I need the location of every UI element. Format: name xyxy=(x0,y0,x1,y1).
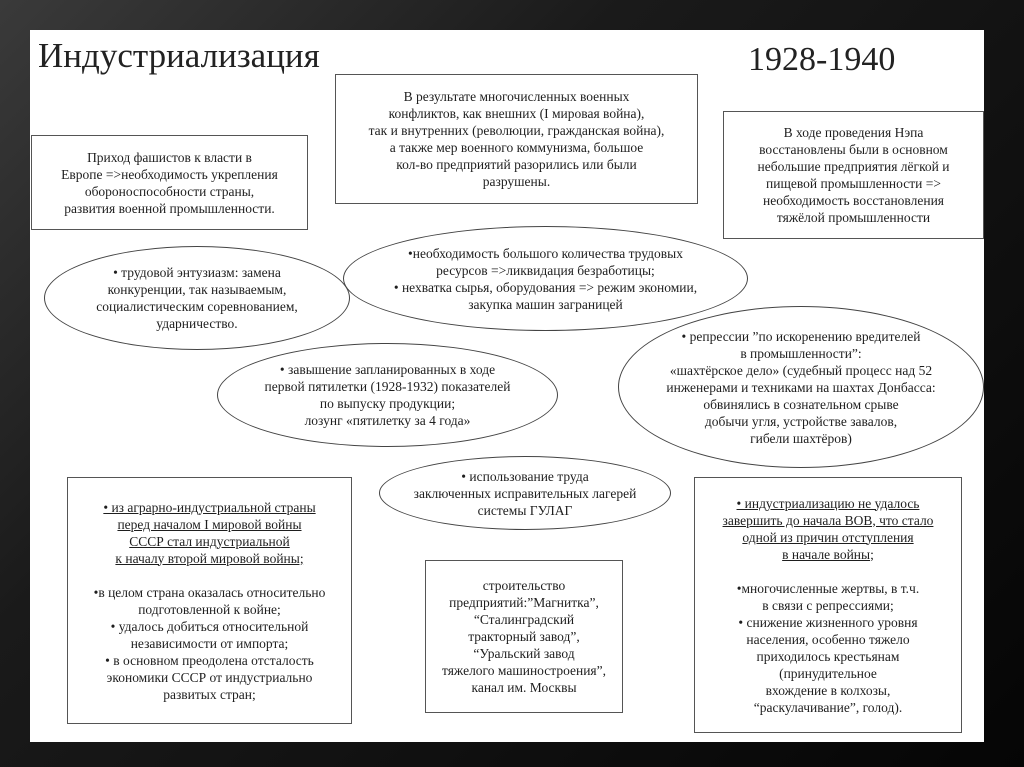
ellipse-line: инженерами и техниками на шахтах Донбасса: xyxy=(666,379,936,395)
box-line-underlined: перед началом I мировой войны xyxy=(117,516,302,532)
ellipse-line: в промышленности”: xyxy=(740,345,862,361)
box-line: экономики СССР от индустриально xyxy=(106,669,313,685)
box-line: обороноспособности страны, xyxy=(84,183,255,199)
box-results-negative xyxy=(694,477,962,733)
ellipse-line: по выпуску продукции; xyxy=(319,396,456,411)
ellipse-line: ударничество. xyxy=(156,316,238,331)
box-line: вхождение в колхозы, xyxy=(765,682,891,698)
ellipse-line: закупка машин заграницей xyxy=(468,296,623,312)
box-line: конфликтов, как внешних (I мировая война), xyxy=(388,106,645,121)
ellipse-line: обвинялись в сознательном срыве xyxy=(703,396,899,412)
ellipse-line: • нехватка сырья, оборудования => режим экономии, xyxy=(393,279,698,295)
ellipse-line: заключенных исправительных лагерей xyxy=(413,485,637,501)
box-line: разрушены. xyxy=(482,174,551,189)
box-line: • снижение жизненного уровня xyxy=(738,614,918,630)
box-line: развития военной промышленности. xyxy=(64,200,275,216)
box-line: строительство xyxy=(482,578,566,593)
ellipse-five-year-plan xyxy=(217,343,558,447)
box-line: “раскулачивание”, голод). xyxy=(753,699,903,715)
box-line-underlined: СССР стал индустриальной xyxy=(129,533,290,549)
slide-years: 1928-1940 xyxy=(748,41,896,78)
ellipse-resources xyxy=(343,226,748,331)
ellipse-line: системы ГУЛАГ xyxy=(477,502,573,518)
box-line: в связи с репрессиями; xyxy=(762,597,894,613)
ellipse-line: • репрессии ”по искоренению вредителей xyxy=(681,328,921,344)
ellipse-line: гибели шахтёров) xyxy=(750,430,852,446)
box-line-underlined: • из аграрно-индустриальной страны xyxy=(103,499,316,515)
box-line: • удалось добиться относительной xyxy=(110,618,309,634)
ellipse-gulag xyxy=(379,456,671,530)
box-line: необходимость восстановления xyxy=(762,193,945,208)
box-line: восстановлены были в основном xyxy=(759,142,948,157)
box-line-underlined: • индустриализацию не удалось xyxy=(736,495,920,511)
ellipse-line: первой пятилетки (1928-1932) показателей xyxy=(264,379,511,394)
box-line: •многочисленные жертвы, в т.ч. xyxy=(736,580,920,596)
ellipse-line: ресурсов =>ликвидация безработицы; xyxy=(436,262,655,278)
box-conflicts xyxy=(335,74,698,204)
box-line: приходилось крестьянам xyxy=(756,648,900,664)
box-line: Приход фашистов к власти в xyxy=(87,149,252,165)
ellipse-line: •необходимость большого количества трудовых xyxy=(408,245,683,261)
ellipse-repressions xyxy=(618,306,984,468)
box-line: предприятий:”Магнитка”, xyxy=(449,595,599,610)
box-line-underlined: завершить до начала ВОВ, что стало xyxy=(722,512,934,528)
box-construction xyxy=(425,560,623,713)
box-line-underlined: к началу второй мировой войны; xyxy=(115,550,304,566)
box-line-underlined: одной из причин отступления xyxy=(742,529,914,545)
ellipse-line: «шахтёрское дело» (судебный процесс над 52 xyxy=(669,362,933,378)
box-line: так и внутренних (революции, гражданская война), xyxy=(368,123,665,138)
box-line-underlined: в начале войны; xyxy=(782,546,874,562)
box-fascists xyxy=(31,135,308,230)
ellipse-line: • использование труда xyxy=(461,468,589,484)
ellipse-line: лозунг «пятилетку за 4 года» xyxy=(304,413,471,428)
box-line: развитых стран; xyxy=(163,686,256,702)
box-line: а также мер военного коммунизма, большое xyxy=(389,140,644,155)
box-results-positive xyxy=(67,477,352,724)
box-line: В ходе проведения Нэпа xyxy=(783,125,924,140)
box-line: населения, особенно тяжело xyxy=(746,631,910,647)
box-line: кол-во предприятий разорились или были xyxy=(396,157,637,172)
slide-title: Индустриализация xyxy=(38,36,320,75)
box-line: подготовленной к войне; xyxy=(138,601,281,617)
box-nep xyxy=(723,111,984,239)
box-line: В результате многочисленных военных xyxy=(403,89,630,104)
box-line: •в целом страна оказалась относительно xyxy=(93,584,326,600)
box-line: “Сталинградский xyxy=(473,612,575,627)
box-line: тяжёлой промышленности xyxy=(776,210,931,225)
ellipse-line: • завышение запланированных в ходе xyxy=(279,362,496,377)
box-line: “Уральский завод xyxy=(473,646,575,661)
box-line: (принудительное xyxy=(779,665,877,681)
ellipse-line: добычи угля, устройстве завалов, xyxy=(704,413,898,429)
box-line: пищевой промышленности => xyxy=(766,176,941,191)
box-line: канал им. Москвы xyxy=(471,680,577,695)
box-line: небольшие предприятия лёгкой и xyxy=(757,159,950,174)
box-line: независимости от импорта; xyxy=(130,635,289,651)
ellipse-line: социалистическим соревнованием, xyxy=(96,299,298,314)
box-line: • в основном преодолена отсталость xyxy=(105,652,314,668)
box-line: Европе =>необходимость укрепления xyxy=(61,166,278,182)
ellipse-line: • трудовой энтузиазм: замена xyxy=(113,265,281,280)
ellipse-line: конкуренции, так называемым, xyxy=(107,282,287,297)
ellipse-enthusiasm xyxy=(44,246,350,350)
box-line: тяжелого машиностроения”, xyxy=(442,663,606,678)
box-line: тракторный завод”, xyxy=(468,629,580,644)
